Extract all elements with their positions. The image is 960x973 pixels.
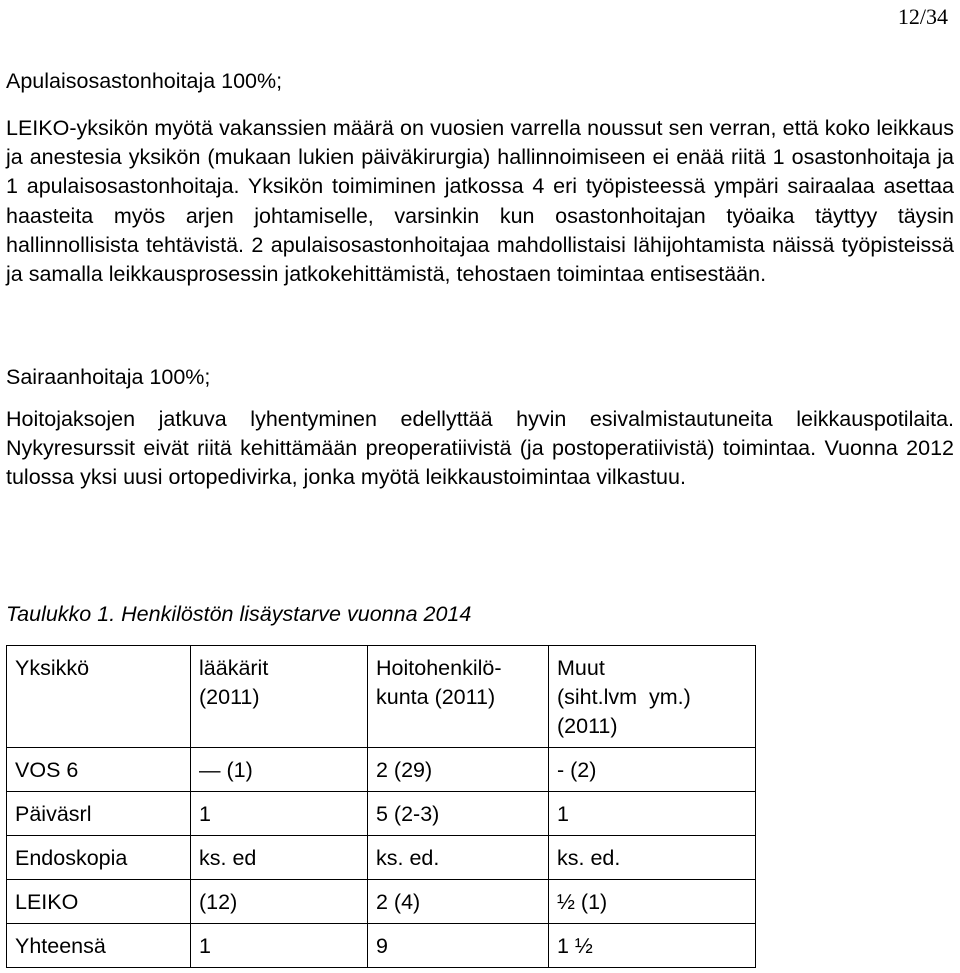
table-cell: ks. ed. bbox=[368, 836, 549, 880]
table-cell: 1 ½ bbox=[549, 924, 756, 968]
table-cell: 2 (29) bbox=[368, 748, 549, 792]
table-cell: Yhteensä bbox=[7, 924, 191, 968]
table-cell: — (1) bbox=[191, 748, 368, 792]
section-heading-1: Apulaisosastonhoitaja 100%; bbox=[6, 69, 283, 93]
header-cell-other bbox=[549, 646, 756, 748]
header-line: Yksikkö bbox=[15, 656, 90, 680]
table-caption: Taulukko 1. Henkilöstön lisäystarve vuonna 2014 bbox=[6, 602, 472, 626]
table-row bbox=[7, 924, 756, 968]
header-line: Muut bbox=[557, 656, 605, 680]
table-cell: 1 bbox=[191, 792, 368, 836]
header-line: (siht.lvm ym.) bbox=[557, 685, 691, 709]
table-cell: Endoskopia bbox=[7, 836, 191, 880]
header-line: Hoitohenkilö- bbox=[376, 656, 502, 680]
staffing-table bbox=[6, 645, 756, 968]
table-cell: 5 (2-3) bbox=[368, 792, 549, 836]
table-header-row bbox=[7, 646, 756, 748]
table-cell: 2 (4) bbox=[368, 880, 549, 924]
table-cell: 1 bbox=[191, 924, 368, 968]
section-paragraph-2: Hoitojaksojen jatkuva lyhentyminen edellyttää hyvin esivalmistautuneita leikkauspotilaita. Nykyresurssit eivät riitä kehittämään preoperatiivistä (ja postoperatiivistä) toimintaa. Vuonna 2012 tulossa yksi uusi ortopedivirka, jonka myötä leikkaustoimintaa vilkastuu. bbox=[6, 407, 954, 490]
table-row bbox=[7, 748, 756, 792]
table-cell: (12) bbox=[191, 880, 368, 924]
section-paragraph-1: LEIKO-yksikön myötä vakanssien määrä on vuosien varrella noussut sen verran, että koko leikkaus ja anestesia yksikön (mukaan lukien päiväkirurgia) hallinnoimiseen ei enää riitä 1 osastonhoitaja ja 1 apulaisosastonhoitaja. Yksikön toimiminen jatkossa 4 eri työpisteessä ympäri sairaalaa asettaa haasteita myös arjen johtamiselle, varsinkin kun osastonhoitajan työaika täyttyy täysin hallinnollisista tehtävistä. 2 apulaisosastonhoitajaa mahdollistaisi lähijohtamista näissä työpisteissä ja samalla leikkausprosessin jatkokehittämistä, tehostaen toimintaa entisestään. bbox=[6, 116, 954, 287]
header-cell-unit bbox=[7, 646, 191, 748]
header-line: (2011) bbox=[557, 714, 618, 738]
page-number: 12/34 bbox=[897, 4, 948, 29]
table-cell: ks. ed bbox=[191, 836, 368, 880]
table-cell: Päiväsrl bbox=[7, 792, 191, 836]
section-heading-2: Sairaanhoitaja 100%; bbox=[6, 365, 211, 389]
table-cell: ks. ed. bbox=[549, 836, 756, 880]
header-cell-doctors bbox=[191, 646, 368, 748]
table-cell: ½ (1) bbox=[549, 880, 756, 924]
header-cell-nursing bbox=[368, 646, 549, 748]
table-row bbox=[7, 880, 756, 924]
header-line: (2011) bbox=[199, 685, 260, 709]
table-cell: - (2) bbox=[549, 748, 756, 792]
table-row bbox=[7, 792, 756, 836]
table-cell: 9 bbox=[368, 924, 549, 968]
table-cell: VOS 6 bbox=[7, 748, 191, 792]
table-cell: LEIKO bbox=[7, 880, 191, 924]
table-cell: 1 bbox=[549, 792, 756, 836]
header-line: lääkärit bbox=[199, 656, 269, 680]
table-row bbox=[7, 836, 756, 880]
header-line: kunta (2011) bbox=[376, 685, 496, 709]
